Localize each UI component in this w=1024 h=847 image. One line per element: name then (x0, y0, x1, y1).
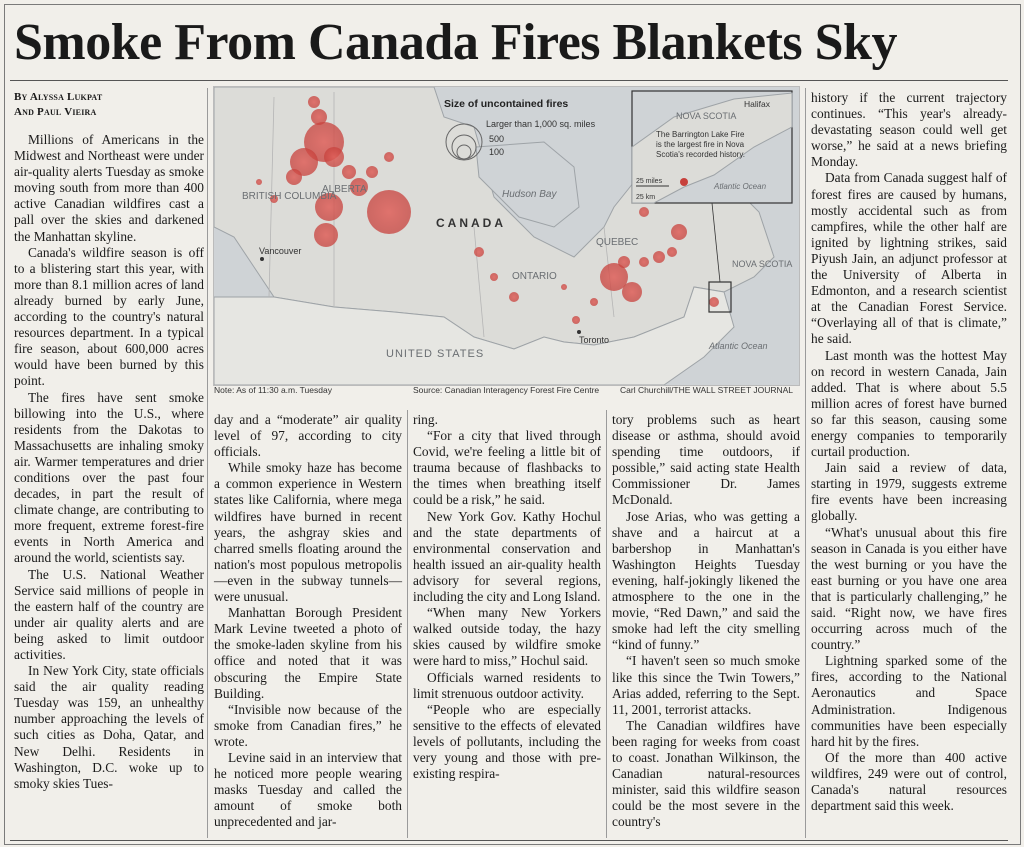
column-divider (207, 88, 208, 838)
bottom-rule (10, 840, 1008, 841)
map-source: Source: Canadian Interagency Forest Fire Centre (413, 385, 600, 395)
paragraph: Lightning sparked some of the fires, according to the National Aeronautics and Space Administration. Indigenous communities have been especially hard hit by the fires. (811, 653, 1007, 749)
inset-ocean: Atlantic Ocean (714, 182, 767, 191)
fire-marker (474, 247, 484, 257)
paragraph: Jose Arias, who was getting a shave and a haircut at a barbershop in Manhattan's Washington Heights Tuesday evening, half-jokingly likened the atmosphere to the one in the movie, “Red Dawn,” and said the smoke had left the city smelling “kind of funny.” (612, 508, 800, 653)
legend-label-large: Larger than 1,000 sq. miles (486, 119, 596, 129)
headline: Smoke From Canada Fires Blankets Sky (14, 14, 897, 71)
fire-marker (286, 169, 302, 185)
paragraph: “Invisible now because of the smoke from Canadian fires,” he wrote. (214, 701, 402, 749)
paragraph: In New York City, state officials said the air quality reading Tuesday was 159, an unhealthy number approaching the levels of such cities as Doha, Qatar, and New Delhi. Residents in Washington, D.C. woke up to smoky skies Tues- (14, 663, 204, 791)
city-dot-toronto (577, 330, 581, 334)
fire-marker (639, 257, 649, 267)
column-divider (407, 410, 408, 838)
paragraph: The fires have sent smoke billowing into the U.S., where residents from the Dakotas to Massachusetts are inhaling smoky air. Warmer temperatures and drier conditions over the past four decades, in part the result of climate change, are contributing to more frequent, extreme forest-fire events in North America and around the world, scientists say. (14, 389, 204, 566)
map-svg (214, 87, 799, 385)
fire-marker (324, 147, 344, 167)
label-bc: BRITISH COLUMBIA (242, 191, 337, 202)
paragraph: The Canadian wildfires have been raging for weeks from coast to coast. Jonathan Wilkinson, the Canadian natural-resources minister, said this wildfire season could be the most severe in the country's (612, 717, 800, 830)
wildfire-map (213, 86, 800, 386)
paragraph: “For a city that lived through Covid, we're feeling a little bit of trauma because of flashbacks to the times when breathing itself could be a risk,” he said. (413, 428, 601, 508)
byline-author-1: By Alyssa Lukpat (14, 91, 103, 103)
label-vancouver: Vancouver (259, 246, 302, 256)
column-divider (606, 410, 607, 838)
legend-label-500: 500 (489, 134, 505, 144)
paragraph: Manhattan Borough President Mark Levine tweeted a photo of the smoke-laden skyline from his office and noted that it was obscuring the Empire State Building. (214, 605, 402, 701)
inset-note-2: is the largest fire in Nova (656, 140, 745, 149)
article-column-4 (612, 412, 800, 830)
paragraph: Data from Canada suggest half of forest fires are caused by humans, mostly accidental such as from campfires, while the other half are ignited by lightning strikes, said Piyush Jain, an adjunct professor at the University of Alberta in Edmonton, and a research scientist at the Canadian Forest Service. “Overlaying all of that is climate,” he said. (811, 170, 1007, 347)
fire-marker (639, 207, 649, 217)
paragraph: Of the more than 400 active wildfires, 249 were out of control, Canada's natural resources department said this week. (811, 749, 1007, 814)
fire-marker (561, 284, 567, 290)
label-ontario: ONTARIO (512, 271, 557, 282)
byline-author-2: And Paul Vieira (14, 106, 97, 118)
fire-marker (709, 297, 719, 307)
fire-marker (590, 298, 598, 306)
paragraph: tory problems such as heart disease or asthma, should avoid spending time outdoors, if possible,” said acting state Health Commissioner Dr. James McDonald. (612, 412, 800, 508)
fire-marker (384, 152, 394, 162)
label-toronto: Toronto (579, 335, 610, 345)
article-column-1 (14, 90, 204, 792)
fire-marker (622, 282, 642, 302)
paragraph: “When many New Yorkers walked outside today, the hazy skies caused by wildfire smoke were hard to miss,” Hochul said. (413, 605, 601, 669)
fire-marker (572, 316, 580, 324)
paragraph: day and a “moderate” air quality level of 97, according to city officials. (214, 412, 402, 460)
label-atlantic-ocean: Atlantic Ocean (709, 341, 768, 351)
inset-title: NOVA SCOTIA (676, 111, 737, 121)
paragraph: “What's unusual about this fire season in Canada is you either have the west burning or you have the east burning or you have one area that is particularly challenging,” he said. “Right now, we have fires occurring across much of the country.” (811, 524, 1007, 653)
fire-marker (509, 292, 519, 302)
fire-marker (490, 273, 498, 281)
inset-scale-km: 25 km (636, 194, 656, 201)
paragraph: “People who are especially sensitive to the effects of elevated levels of pollutants, including the very young and those with pre-existing respira- (413, 701, 601, 782)
column-divider (805, 88, 806, 838)
paragraph: While smoky haze has become a common experience in Western states like California, where mega wildfires have burned in recent years, the ashgray skies and charred smells floating around the nation's most populous metropolis—even in the subway tunnels—were unusual. (214, 460, 402, 605)
article-column-5 (811, 90, 1007, 814)
inset-note-3: Scotia's recorded history. (656, 150, 745, 159)
col1-paragraphs (14, 132, 204, 792)
inset-halifax: Halifax (744, 99, 770, 109)
paragraph: New York Gov. Kathy Hochul and the state departments of environmental conservation and health issued an air-quality health advisory for several regions, including the city and Long Island. (413, 508, 601, 605)
article-column-2 (214, 412, 402, 830)
fire-marker (653, 251, 665, 263)
inset-fire-marker (680, 178, 688, 186)
article-column-3 (413, 412, 601, 782)
label-alberta: ALBERTA (322, 184, 367, 195)
fire-marker (366, 166, 378, 178)
paragraph: ring. (413, 412, 438, 427)
legend-label-100: 100 (489, 147, 505, 157)
inset-scale-miles: 25 miles (636, 178, 663, 185)
fire-marker (367, 190, 411, 234)
fire-marker (308, 96, 320, 108)
fire-marker (618, 256, 630, 268)
paragraph: The U.S. National Weather Service said millions of people in the eastern half of the country are under air quality alerts and are being asked to limit outdoor activities. (14, 566, 204, 662)
fire-marker (314, 223, 338, 247)
paragraph: Canada's wildfire season is off to a blistering start this year, with more than 8.1 million acres of land already burned by early June, according to the country's natural resources department. In a typical fire season, about 600,000 acres would have been burned by this point. (14, 244, 204, 389)
inset-note-1: The Barrington Lake Fire (656, 130, 745, 139)
fire-marker (342, 165, 356, 179)
paragraph: Last month was the hottest May on record in western Canada, Jain added. That is where about 5.5 million acres of forest have burned so far this season, causing some energy companies to temporarily curtail production. (811, 347, 1007, 460)
label-hudson-bay: Hudson Bay (502, 189, 557, 200)
fire-marker (256, 179, 262, 185)
byline (14, 90, 204, 120)
label-nova-scotia: NOVA SCOTIA (732, 259, 793, 269)
paragraph: history if the current trajectory continues. “This year's already-devastating season could well get worse,” he said at a news briefing Monday. (811, 90, 1007, 170)
map-credit: Carl Churchill/THE WALL STREET JOURNAL (620, 385, 794, 395)
label-quebec: QUEBEC (596, 237, 639, 248)
paragraph: Jain said a review of data, starting in 1979, suggests extreme fire events have been increasing globally. (811, 460, 1007, 524)
headline-rule (10, 80, 1008, 81)
fire-marker (667, 247, 677, 257)
paragraph: Levine said in an interview that he noticed more people wearing masks Tuesday and called the amount of smoke both unprecedented and jar- (214, 749, 402, 830)
label-canada: CANADA (436, 216, 506, 230)
legend-title: Size of uncontained fires (444, 98, 569, 110)
paragraph: Officials warned residents to limit strenuous outdoor activity. (413, 669, 601, 701)
city-dot-vancouver (260, 257, 264, 261)
paragraph: Millions of Americans in the Midwest and Northeast were under air-quality alerts Tuesday as smoke moving south from more than 400 active Canadian wildfires cast a pall over the skies and darkened the Manhattan skyline. (14, 132, 204, 244)
label-united-states: UNITED STATES (386, 348, 485, 360)
fire-marker (671, 224, 687, 240)
paragraph: “I haven't seen so much smoke like this since the Twin Towers,” Arias added, referring to the Sept. 11, 2001, terrorist attacks. (612, 653, 800, 717)
map-note: Note: As of 11:30 a.m. Tuesday (214, 385, 332, 395)
